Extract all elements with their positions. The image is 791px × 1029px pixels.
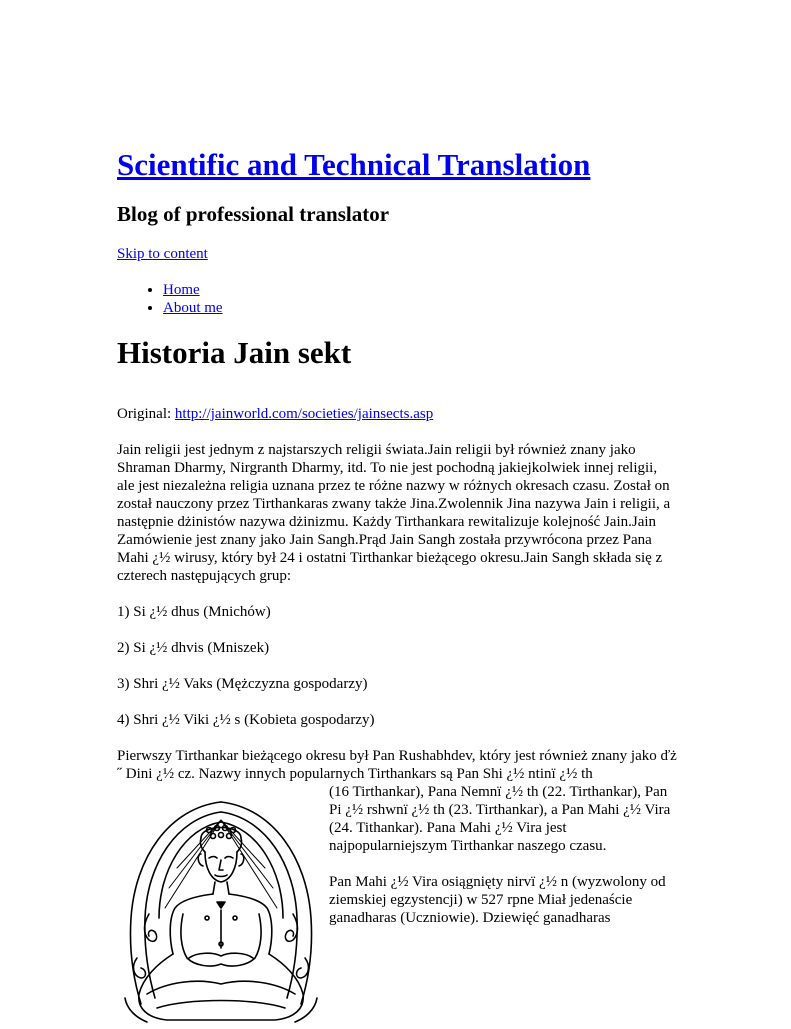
post-paragraph: (16 Tirthankar), Pana Nemnï ¿½ th (22. Tirthankar), Pan Pi ¿½ rshwnï ¿½ th (23. Tirthankar), a Pan Mahi ¿½ Vira (24. Tithankar). Pana Mahi ¿½ Vira jest najpopularniejszym Tirthankar naszego czasu. xyxy=(329,784,671,854)
post-paragraph: 4) Shri ¿½ Viki ¿½ s (Kobieta gospodarzy) xyxy=(117,712,375,728)
site-title-link[interactable]: Scientific and Technical Translation xyxy=(117,147,591,182)
original-source xyxy=(117,405,433,423)
main-menu xyxy=(117,281,223,317)
post-paragraph: 2) Si ¿½ dhvis (Mniszek) xyxy=(117,640,270,656)
original-label: Original: xyxy=(117,406,175,422)
seated-tirthankar-drawing xyxy=(117,798,325,1024)
post-body xyxy=(117,441,677,801)
mahavira-illustration xyxy=(117,798,325,1024)
post-paragraph: Pierwszy Tirthankar bieżącego okresu był Pan Rushabhdev, który jest również znany jako ďż ˝ Dini ¿½ cz. Nazwy innych popularnych Tirthankars są Pan Shi ¿½ ntinï ¿½ th xyxy=(117,748,677,782)
menu-link-about[interactable]: About me xyxy=(163,300,223,316)
site-tagline: Blog of professional translator xyxy=(117,202,390,226)
menu-item-home xyxy=(163,281,223,299)
menu-link-home[interactable]: Home xyxy=(163,282,200,298)
skip-to-content-link[interactable]: Skip to content xyxy=(117,246,208,262)
post-paragraph: 1) Si ¿½ dhus (Mnichów) xyxy=(117,604,271,620)
post-title: Historia Jain sekt xyxy=(117,335,352,370)
post-paragraph: Jain religii jest jednym z najstarszych religii świata.Jain religii był również znany jako Shraman Dharmy, Nirgranth Dharmy, itd. To nie jest pochodną jakiejkolwiek innej religii, ale jest niezależna religia uznana przez te różne nazwy w różnych okresach czasu. Został on został nauczony przez Tirthankaras zwany także Jina.Zwolennik Jina nazywa Jain i religii, a następnie dżinistów nazywa dżinizmu. Każdy Tirthankara rewitalizuje kolejność Jain.Jain Zamówienie jest znany jako Jain Sangh.Prąd Jain Sangh została przywrócona przez Pana Mahi ¿½ wirusy, który był 24 i ostatni Tirthankar bieżącego okresu.Jain Sangh składa się z czterech następujących grup: xyxy=(117,442,671,584)
menu-item-about xyxy=(163,299,223,317)
original-source-link[interactable]: http://jainworld.com/societies/jainsects.asp xyxy=(174,406,434,422)
post-paragraph: Pan Mahi ¿½ Vira osiągnięty nirvï ¿½ n (wyzwolony od ziemskiej egzystencji) w 527 rpne Miał jedenaście ganadharas (Uczniowie). Dziewięć ganadharas xyxy=(329,874,666,926)
post-body-wrapped xyxy=(329,783,674,945)
site-title xyxy=(117,147,590,183)
post-paragraph: 3) Shri ¿½ Vaks (Mężczyzna gospodarzy) xyxy=(117,676,368,692)
